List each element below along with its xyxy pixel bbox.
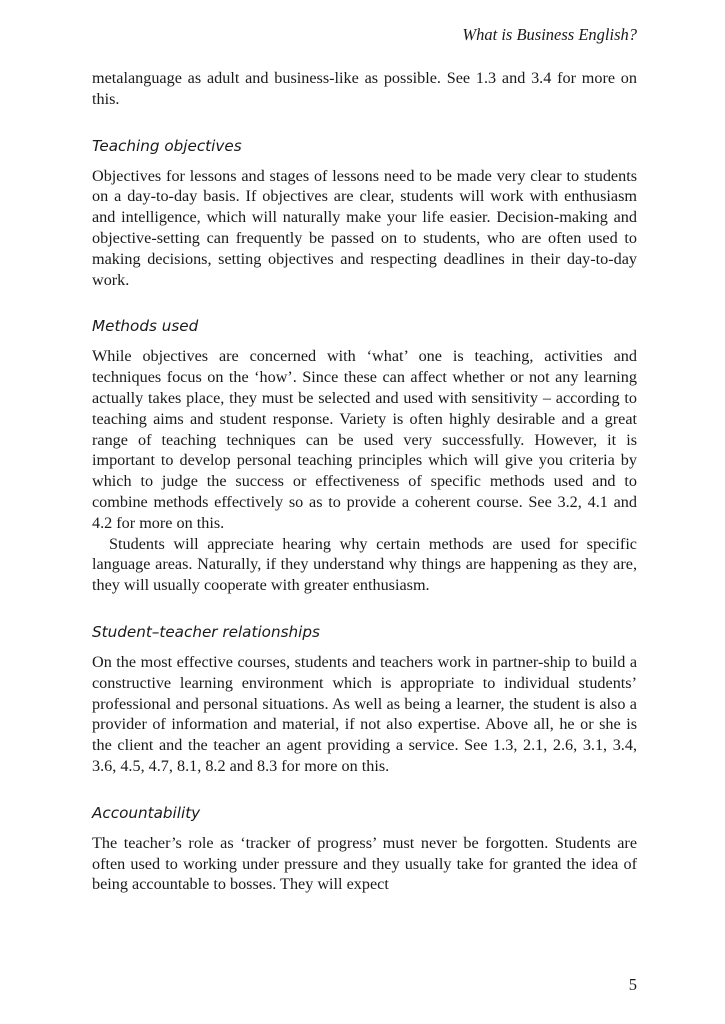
paragraph-student-teacher-relationships: On the most effective courses, students and teachers work in partner-ship to build a constructive learning environment which is appropriate to individual students’ professional and personal situations. As well as being a learner, the student is also a provider of information and material, if not also expertise. Above all, he or she is the client and the teacher an agent providing a service. See 1.3, 2.1, 2.6, 3.1, 3.4, 3.6, 4.5, 4.7, 8.1, 8.2 and 8.3 for more on this.: [92, 652, 637, 775]
paragraph-methods-used-1: While objectives are concerned with ‘what’ one is teaching, activities and techniques focus on the ‘how’. Since these can affect whether or not any learning actually takes place, they must be selected and used with sensitivity – according to teaching aims and student response. Variety is often highly desirable and a great range of teaching techniques can be used very successfully. However, it is important to develop personal teaching principles which will give you criteria by which to judge the success or effectiveness of specific methods used and to combine methods effectively so as to provide a coherent course. See 3.2, 4.1 and 4.2 for more on this.: [92, 347, 637, 532]
page-content: [92, 68, 637, 895]
running-header: What is Business English?: [462, 25, 637, 44]
paragraph-continuation: metalanguage as adult and business-like as possible. See 1.3 and 3.4 for more on this.: [92, 69, 637, 108]
paragraph-teaching-objectives: Objectives for lessons and stages of lessons need to be made very clear to students on a day-to-day basis. If objectives are clear, students will work with enthusiasm and intelligence, which will naturally make your life easier. Decision-making and objective-setting can frequently be passed on to students, who are often used to making decisions, setting objectives and respecting deadlines in their day-to-day work.: [92, 166, 637, 289]
section-heading-accountability: Accountability: [92, 803, 201, 822]
section-heading-student-teacher-relationships: Student–teacher relationships: [92, 622, 320, 641]
paragraph-accountability: The teacher’s role as ‘tracker of progress’ must never be forgotten. Students are often used to working under pressure and they usually take for granted the idea of being accountable to bosses. They will expect: [92, 833, 637, 894]
section-heading-methods-used: Methods used: [92, 317, 199, 336]
document-page: [92, 0, 637, 1024]
section-heading-teaching-objectives: Teaching objectives: [92, 136, 242, 155]
page-number: 5: [628, 975, 637, 994]
paragraph-methods-used-2: Students will appreciate hearing why certain methods are used for specific language areas. Naturally, if they understand why things are happening as they are, they will usually cooperate with greater enthusiasm.: [92, 534, 637, 595]
